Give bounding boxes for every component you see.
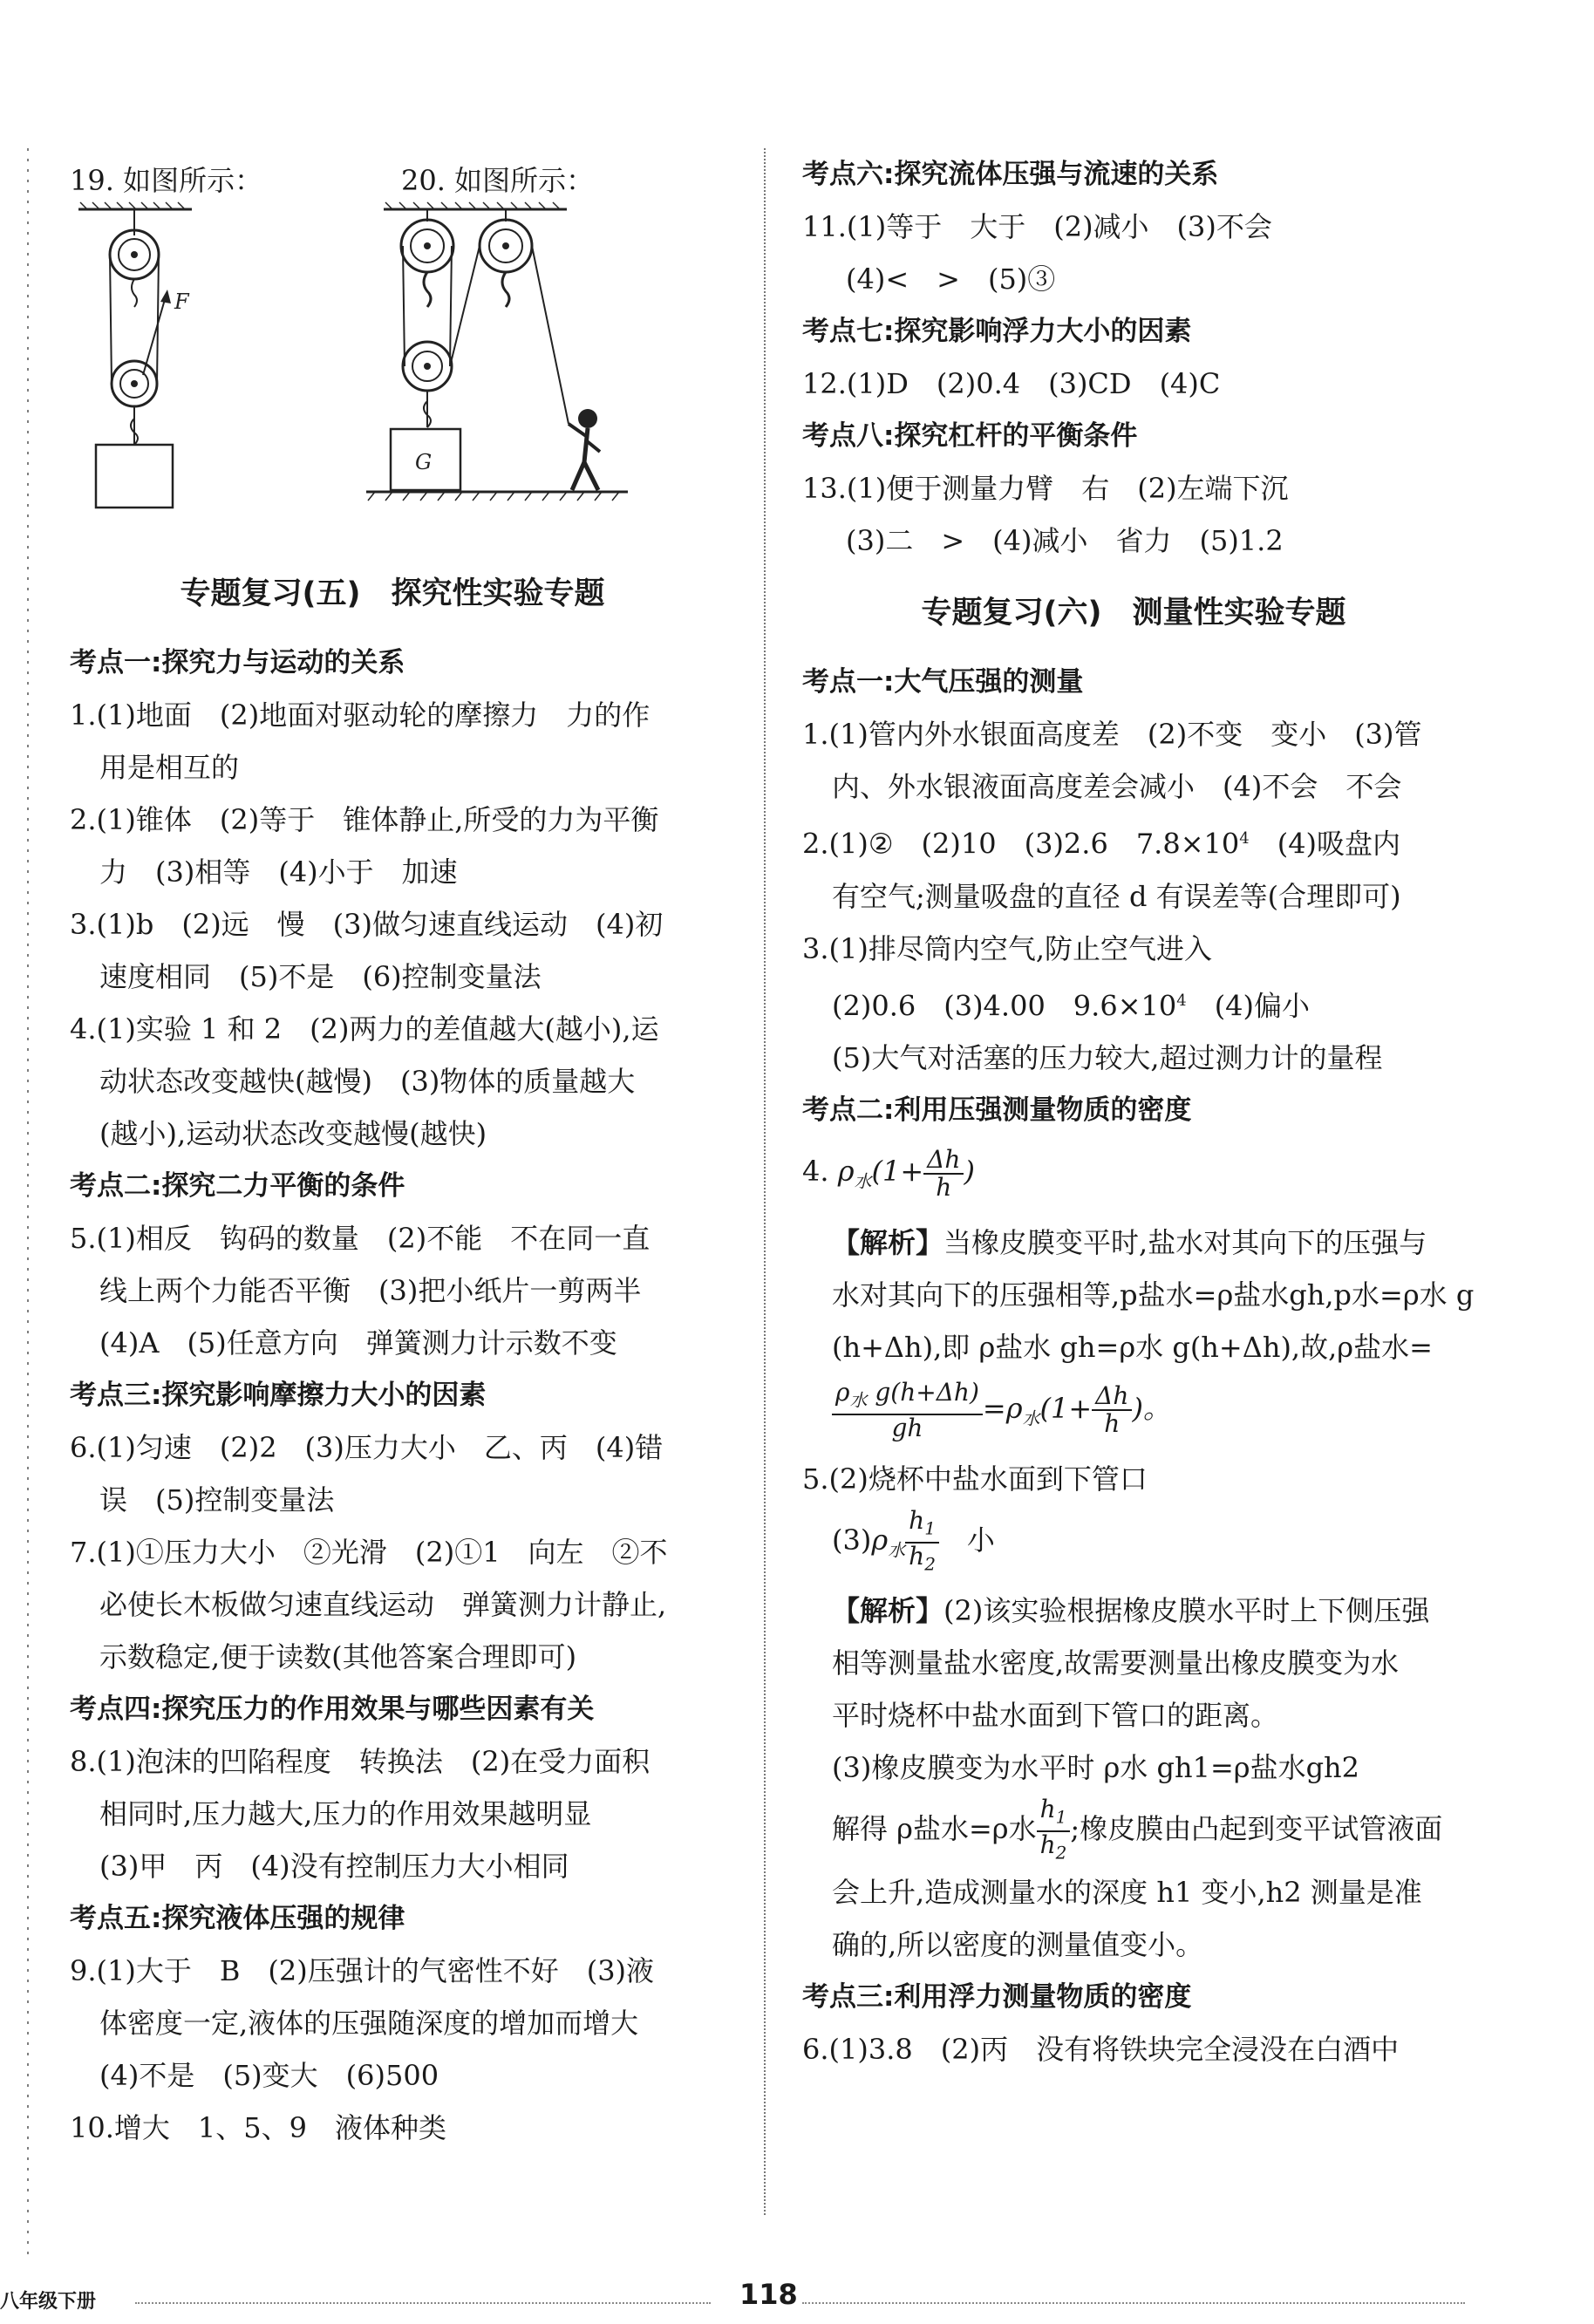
section-title-6: 专题复习(六) 测量性实验专题 — [921, 596, 1346, 630]
topic-heading: 考点七:探究影响浮力大小的因素 — [802, 316, 1192, 347]
answer-line: 力 (3)相等 (4)小于 加速 — [99, 855, 458, 889]
answer-line: 5.(2)烧杯中盐水面到下管口 — [802, 1462, 1148, 1496]
answer-line: (5)大气对活塞的压力较大,超过测力计的量程 — [832, 1041, 1383, 1075]
answer-line: 7.(1)①压力大小 ②光滑 (2)①1 向左 ②不 — [70, 1536, 668, 1569]
answer-line: 速度相同 (5)不是 (6)控制变量法 — [99, 960, 542, 993]
analysis-line: (3)橡皮膜变为水平时 ρ水 gh1=ρ盐水gh2 — [832, 1751, 1360, 1785]
answer-line-formula: 4. $\rho_水(1+$ $\frac{\Delta h}{h}$ ) — [802, 1144, 975, 1202]
answer-line: 5.(1)相反 钩码的数量 (2)不能 不在同一直 — [70, 1222, 651, 1255]
formula: $\rho_水(1+$ $\frac{\Delta h}{h}$ ) — [837, 1144, 975, 1202]
answer-line: 11.(1)等于 大于 (2)减小 (3)不会 — [802, 210, 1272, 243]
analysis-line: 【解析】当橡皮膜变平时,盐水对其向下的压强与 — [832, 1225, 1427, 1259]
analysis-line: 【解析】(2)该实验根据橡皮膜水平时上下侧压强 — [832, 1594, 1430, 1628]
answer-line: 3.(1)b (2)远 慢 (3)做匀速直线运动 (4)初 — [70, 908, 664, 941]
answer-line: (越小),运动状态改变越慢(越快) — [99, 1117, 487, 1150]
right-column — [802, 148, 1475, 2075]
answer-line: 2.(1)锥体 (2)等于 锥体静止,所受的力为平衡 — [70, 803, 659, 836]
answer-line: 相同时,压力越大,压力的作用效果越明显 — [99, 1797, 592, 1830]
answer-line-formula: $(3)\rho_水$ $\frac{h_1}{h_2}$ 小 — [832, 1506, 995, 1575]
figure-19-label: 19. 如图所示： — [70, 164, 263, 197]
topic-heading: 考点一:探究力与运动的关系 — [70, 647, 405, 678]
answer-line: (3)二 > (4)减小 省力 (5)1.2 — [846, 524, 1284, 557]
figure-area — [70, 148, 715, 567]
answer-line: 1.(1)管内外水银面高度差 (2)不变 变小 (3)管 — [802, 718, 1422, 751]
analysis-line: (h+Δh),即 ρ盐水 gh=ρ水 g(h+Δh),故,ρ盐水= — [832, 1330, 1433, 1364]
section-title-5: 专题复习(五) 探究性实验专题 — [180, 576, 605, 611]
topic-heading: 考点八:探究杠杆的平衡条件 — [802, 420, 1138, 452]
answer-line: 误 (5)控制变量法 — [99, 1483, 335, 1516]
answer-line: (4)< > (5)③ — [846, 262, 1056, 296]
answer-line: 动状态改变越快(越慢) (3)物体的质量越大 — [99, 1065, 636, 1098]
left-column — [70, 148, 715, 2154]
topic-heading: 考点六:探究流体压强与流速的关系 — [802, 159, 1219, 190]
topic-heading: 考点二:探究二力平衡的条件 — [70, 1170, 405, 1202]
answer-line: 线上两个力能否平衡 (3)把小纸片一剪两半 — [99, 1274, 642, 1307]
analysis-line: 平时烧杯中盐水面到下管口的距离。 — [832, 1699, 1279, 1733]
answer-line: 8.(1)泡沫的凹陷程度 转换法 (2)在受力面积 — [70, 1745, 651, 1778]
answer-line: 2.(1)② (2)10 (3)2.6 $7.8\times 10^4$ (4)吸盘内 — [802, 827, 1401, 861]
figure-20-pulley-diagram — [366, 201, 715, 567]
answer-line: 6.(1)匀速 (2)2 (3)压力大小 乙、丙 (4)错 — [70, 1431, 664, 1464]
analysis-line: 确的,所以密度的测量值变小。 — [832, 1927, 1204, 1961]
answer-line: (2)0.6 (3)4.00 $9.6\times 10^4$ (4)偏小 — [832, 989, 1311, 1023]
topic-heading: 考点一:大气压强的测量 — [802, 666, 1084, 698]
answer-line: 1.(1)地面 (2)地面对驱动轮的摩擦力 力的作 — [70, 699, 651, 732]
answer-line: 4.(1)实验 1 和 2 (2)两力的差值越大(越小),运 — [70, 1012, 659, 1046]
answer-line: 10.增大 1、5、9 液体种类 — [70, 2111, 446, 2144]
footer-rule — [802, 2302, 1465, 2304]
answer-line: 内、外水银液面高度差会减小 (4)不会 不会 — [832, 770, 1402, 803]
analysis-line: 相等测量盐水密度,故需要测量出橡皮膜变为水 — [832, 1646, 1400, 1680]
answer-line: (3)甲 丙 (4)没有控制压力大小相同 — [99, 1850, 569, 1883]
binding-edge-marks — [19, 148, 37, 2259]
figure-19-pulley-diagram — [70, 201, 244, 689]
answer-line: 13.(1)便于测量力臂 右 (2)左端下沉 — [802, 472, 1289, 505]
answer-line: 9.(1)大于 B (2)压强计的气密性不好 (3)液 — [70, 1954, 655, 1987]
topic-heading: 考点三:探究影响摩擦力大小的因素 — [70, 1380, 487, 1411]
answer-line: (4)不是 (5)变大 (6)500 — [99, 2059, 439, 2092]
analysis-formula: $\frac{\rho_水 g(h+\Delta h)}{gh}$ $=\rho_水(1+$ $\frac{\Delta h}{h}$ )。 — [802, 1373, 1465, 1453]
answer-line: 体密度一定,液体的压强随深度的增加而增大 — [99, 2007, 639, 2040]
analysis-formula: 解得 ρ盐水=ρ水 $\frac{h_1}{h_2}$ ;橡皮膜由凸起到变平试管液面 — [832, 1795, 1443, 1864]
answer-line: 必使长木板做匀速直线运动 弹簧测力计静止, — [99, 1588, 667, 1621]
force-F-label: F — [174, 290, 189, 314]
weight-G-label: G — [415, 450, 433, 474]
answer-line: 示数稳定,便于读数(其他答案合理即可) — [99, 1640, 577, 1673]
figure-20-label: 20. 如图所示： — [401, 164, 595, 197]
topic-heading: 考点四:探究压力的作用效果与哪些因素有关 — [70, 1694, 595, 1725]
answer-line: 3.(1)排尽筒内空气,防止空气进入 — [802, 931, 1213, 965]
topic-heading: 考点五:探究液体压强的规律 — [70, 1903, 405, 1934]
answer-line: 用是相互的 — [99, 751, 240, 784]
answer-line: 有空气;测量吸盘的直径 d 有误差等(合理即可) — [832, 879, 1401, 913]
analysis-line: 水对其向下的压强相等,p盐水=ρ盐水gh,p水=ρ水 g — [832, 1278, 1475, 1312]
page-footer — [0, 2278, 1594, 2318]
page-number: 118 — [739, 2278, 798, 2311]
column-divider — [764, 148, 766, 2215]
analysis-line: 会上升,造成测量水的深度 h1 变小,h2 测量是准 — [832, 1875, 1422, 1909]
answer-line: (4)A (5)任意方向 弹簧测力计示数不变 — [99, 1326, 617, 1360]
answer-line: 12.(1)D (2)0.4 (3)CD (4)C — [802, 367, 1221, 400]
answer-line: 6.(1)3.8 (2)丙 没有将铁块完全浸没在白酒中 — [802, 2032, 1400, 2066]
topic-heading: 考点二:利用压强测量物质的密度 — [802, 1094, 1192, 1127]
grade-label: 八年级下册 — [0, 2291, 97, 2313]
topic-heading: 考点三:利用浮力测量物质的密度 — [802, 1980, 1192, 2013]
footer-rule — [135, 2302, 711, 2304]
